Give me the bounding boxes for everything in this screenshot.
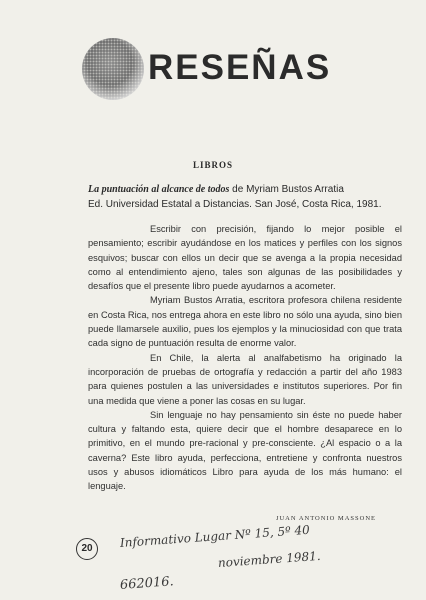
section-label: LIBROS bbox=[192, 160, 233, 170]
review-body bbox=[88, 222, 402, 494]
book-title: La puntuación al alcance de todos bbox=[88, 184, 230, 195]
citation-title-line bbox=[88, 182, 388, 197]
review-author: JUAN ANTONIO MASSONE bbox=[275, 515, 376, 522]
review-paragraph: Sin lenguaje no hay pensamiento sin éste no puede haber cultura y faltando esta, quiere decir que el hombre desaparece en lo primitivo, en el mundo pre-racional y pre-consciente. ¿Al espacio o a la caverna? Este libro ayuda, perfecciona, entretiene y confronta nuestros usos y abusos idiomáticos Libro para ayuda de los más humano: el lenguaje. bbox=[88, 409, 402, 492]
review-paragraph: Escribir con precisión, fijando lo mejor posible el pensamiento; escribir ayudándose en los matices y perfiles con los signos esquivos; buscar con ellos un decir que se avenga a la propia necesidad como al entendimiento ajeno, tales son algunas de las posibilidades y desafíos que el presente libro puede ayudarnos a acometer. bbox=[88, 224, 402, 292]
halftone-circle-graphic bbox=[80, 36, 146, 102]
page-number-badge: 20 bbox=[76, 538, 98, 560]
handwritten-note-line-2: noviembre 1981. bbox=[217, 548, 321, 570]
book-citation bbox=[88, 182, 388, 212]
review-paragraph: Myriam Bustos Arratia, escritora profesora chilena residente en Costa Rica, nos entrega ahora en este libro no sólo una ayuda, sino bien puede llamarsele auxilio, pues los ejemplos y la minuciosidad con que trata cada signo de puntuación resulta de enorme valor. bbox=[88, 295, 402, 349]
handwritten-note-line-1: Informativo Lugar Nº 15, 5º 40 bbox=[119, 522, 311, 550]
handwritten-catalog-number: 662016. bbox=[119, 574, 175, 593]
book-publisher: Ed. Universidad Estatal a Distancias. San José, Costa Rica, 1981. bbox=[88, 199, 382, 210]
book-author: de Myriam Bustos Arratia bbox=[229, 184, 344, 195]
review-paragraph: En Chile, la alerta al analfabetismo ha originado la incorporación de pruebas de ortografía y redacción a partir del año 1983 para quienes postulen a las universidades e institutos superiores. Por fin una medida que viene a poner las cosas en su lugar. bbox=[88, 352, 402, 406]
page-heading: RESEÑAS bbox=[148, 48, 332, 87]
